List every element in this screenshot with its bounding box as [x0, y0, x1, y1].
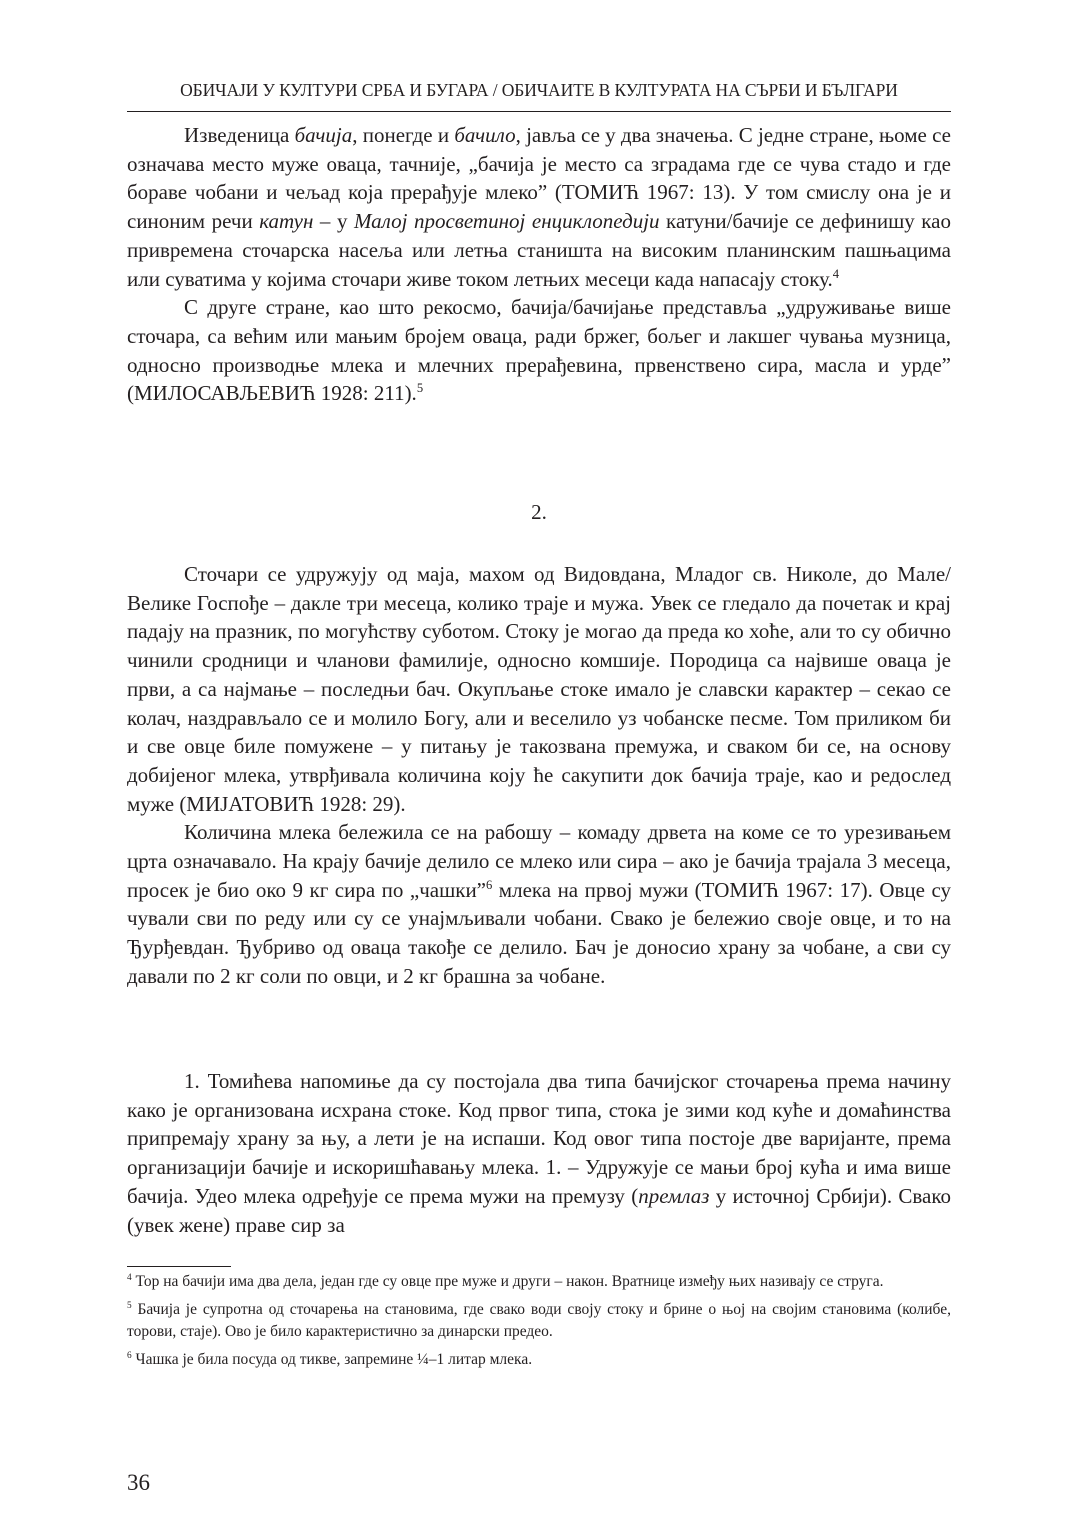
text-run: млека на првој мужи (ТОМИЋ 1967: 17). Овце су чували сви по реду или су се унајмљивали чобани. Свако је бележио своје овце, и то на Ђурђевдан. Ђубриво од оваца такође се делило. Бач је доносио храну за чобане, а сви су давали по 2 кг соли по овци, и 2 кг брашна за чобане. [127, 877, 951, 988]
italic-term: катун [259, 209, 314, 234]
footnote-number: 4 [127, 1272, 132, 1283]
paragraph-milk-records [127, 818, 951, 990]
paragraph-bachija-association [127, 293, 951, 408]
italic-term: бачило [454, 123, 516, 147]
text-block-types [127, 1067, 951, 1239]
italic-term: премлаз [638, 1183, 710, 1208]
header-rule [127, 111, 951, 112]
text-run: 1. Томићева напомиње да су постојала два типа бачијског сточарења према начину како је организована исхрана стоке. Код првог типа, стока је зими код куће и домаћинства припремају храну за њу, а лети је на испаши. Код овог типа постоје две варијанте, према организацији бачије и искоришћавању млека. 1. – Удружује се мањи број кућа и има више бачија. Удео млека одређује се према мужи на премузу ( [127, 1069, 951, 1208]
text-run: Количина млека бележила се на рабошу – комаду дрвета на коме се то урезивањем црта означавало. На крају бачије делило се млеко или сира – ако је бачија трајала 3 месеца, просек је био око 9 кг сира по „чашки” [127, 820, 951, 902]
section-number: 2. [531, 500, 547, 524]
text-run: С друге стране, као што рекосмо, бачија/бачијање представља „удруживање више сточара, са већим или мањим бројем оваца, ради бржег, бољег и лакшег чувања музница, односно производње млека и млечних прерађевина, првенствено сира, масла и урде” (МИЛОСАВЉЕВИЋ 1928: 211). [127, 295, 951, 406]
footnotes [127, 1271, 951, 1377]
paragraph-herders-unite: Сточари се удружују од маја, махом од Видовдана, Младог св. Николе, до Мале/Велике Госпође – дакле три месеца, колико траје и мужа. Увек се гледало да почетак и крај падају на празник, по могућству суботом. Стоку је могао да преда ко хоће, али то су обично чинили сродници и чланови фамилије, односно комшије. Породица са највише оваца је први, а са најмање – последњи бач. Окупљање стоке имало је славски карактер – секао се колач, наздрављало се и молило Богу, али и веселило уз чобанске песме. Том приликом би и све овце биле помужене – у питању је такозвана премужа, и сваком би се, на основу добијеног млека, утврђивала количина коју ће сакупити док бачија траје, као и редослед муже (МИЈАТОВИЋ 1928: 29). [127, 562, 951, 816]
text-block-intro [127, 121, 951, 408]
text-run: катуни/бачије се дефинишу као привремена сточарска насеља или летња станишта на високим планинским пашњацима или суватима у којима сточари живе током летњих месеци када напасају стоку. [127, 209, 951, 291]
page-number: 36 [127, 1470, 150, 1495]
footnote-ref: 6 [486, 877, 493, 892]
text-run: , јавља се у два значења. С једне стране, њоме се означава место муже оваца, тачније, „бачија је место са зградама где се чува стадо и где бораве чобани и чељад која прерађује млеко” (ТОМИЋ 1967: 13). У том смислу она је и синоним речи [127, 123, 952, 234]
footnote-6 [127, 1349, 951, 1371]
footnote-ref: 5 [416, 381, 424, 396]
footnote-number: 5 [127, 1300, 132, 1311]
paragraph-bachija-types [127, 1067, 951, 1239]
footnote-text: Чашка је била посуда од тикве, запремине ¼–1 литар млека. [131, 1351, 533, 1368]
text-run: Изведеница [184, 123, 295, 147]
text-run: у источној Србији). Свако (увек жене) праве сир за [127, 1183, 951, 1237]
footnote-4 [127, 1271, 951, 1293]
italic-term: бачија [294, 123, 353, 147]
footnote-number: 6 [127, 1350, 132, 1361]
text-run: – у [313, 209, 354, 234]
footnote-text: Бачија је супротна од сточарења на становима, где свако води своју стоку и брине о њој на својим становима (колибе, торови, стаје). Ово је било карактеристично за динарски предео. [127, 1301, 951, 1340]
footnote-text: Тор на бачији има два дела, један где су овце пре муже и други – након. Вратнице између њих називају се струга. [131, 1273, 884, 1290]
running-header: ОБИЧАЈИ У КУЛТУРИ СРБА И БУГАРА / ОБИЧАИТЕ В КУЛТУРАТА НА СЪРБИ И БЪЛГАРИ [180, 80, 898, 100]
footnote-5 [127, 1299, 951, 1343]
italic-title: Малој просветиној енциклопедији [353, 209, 660, 234]
text-block-section-2 [127, 560, 951, 991]
text-run: , понегде и [352, 123, 455, 147]
paragraph-bachija-meaning [127, 121, 951, 293]
footnote-separator [127, 1266, 231, 1267]
footnote-ref: 4 [832, 266, 840, 281]
